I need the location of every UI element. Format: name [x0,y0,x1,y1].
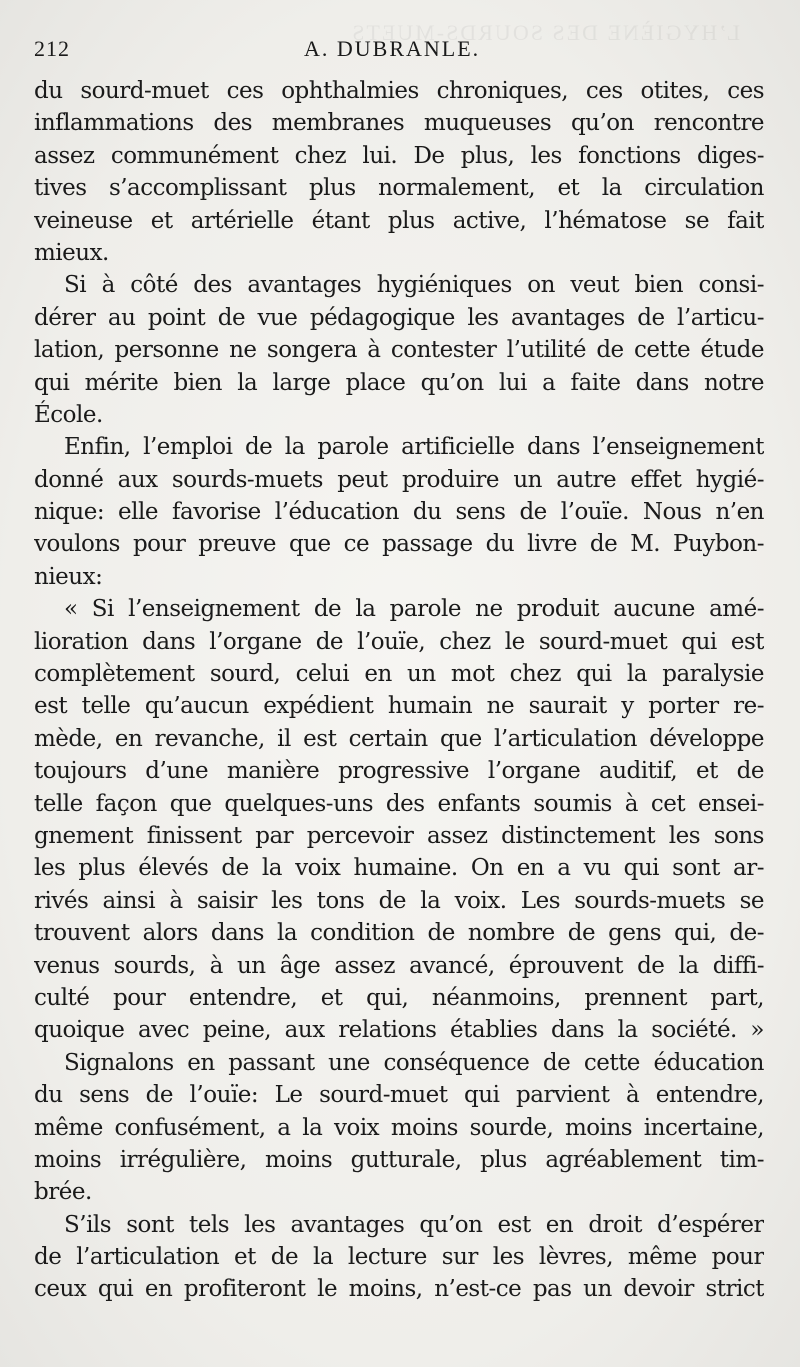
show-through-text: L’HYGIÈNE DES SOURDS-MUETS [350,20,740,45]
text-line: donné aux sourds-muets peut produire un autre effet hygié- [34,466,764,493]
page-header [34,36,764,66]
text-line: gnement finissent par percevoir assez distinctement les sons [34,822,764,849]
text-line: complètement sourd, celui en un mot chez qui la paralysie [34,661,764,688]
text-line: École. [34,401,103,428]
text-line: est telle qu’aucun expédient humain ne saurait y porter re- [34,693,764,720]
text-line: tives s’accomplissant plus normalement, et la circulation [34,175,764,202]
page-number: 212 [34,36,70,61]
text-line: toujours d’une manière progressive l’organe auditif, et de [34,758,764,785]
text-line: qui mérite bien la large place qu’on lui a faite dans notre [34,369,764,396]
text-line: quoique avec peine, aux relations établies dans la société. » [34,1017,764,1044]
text-line: Signalons en passant une conséquence de cette éducation [64,1049,764,1076]
text-line: veineuse et artérielle étant plus active, l’hématose se fait [34,207,764,234]
text-line: assez communément chez lui. De plus, les fonctions diges- [34,142,764,169]
text-line: inflammations des membranes muqueuses qu’on rencontre [34,110,764,137]
text-line: « Si l’enseignement de la parole ne produit aucune amé- [64,596,764,623]
text-line: culté pour entendre, et qui, néanmoins, prennent part, [34,984,764,1011]
text-line: trouvent alors dans la condition de nombre de gens qui, de- [34,920,764,947]
text-line: telle façon que quelques-uns des enfants soumis à cet ensei- [34,790,764,817]
text-line: voulons pour preuve que ce passage du livre de M. Puybon- [34,531,764,558]
text-line: les plus élevés de la voix humaine. On en a vu qui sont ar- [34,855,764,882]
text-line: ceux qui en profiteront le moins, n’est-ce pas un devoir strict [34,1276,764,1303]
text-line: moins irrégulière, moins gutturale, plus agréablement tim- [34,1146,764,1173]
text-line: même confusément, a la voix moins sourde, moins incertaine, [34,1114,764,1141]
text-line: dérer au point de vue pédagogique les avantages de l’articu- [34,304,764,331]
text-line: brée. [34,1179,92,1206]
text-line: lation, personne ne songera à contester l’utilité de cette étude [34,337,764,364]
text-line: venus sourds, à un âge assez avancé, éprouvent de la diffi- [34,952,764,979]
text-line: du sourd-muet ces ophthalmies chroniques, ces otites, ces [34,78,764,104]
text-line: lioration dans l’organe de l’ouïe, chez le sourd-muet qui est [34,628,764,655]
body-text [34,75,764,1306]
running-head: A. DUBRANLE. [304,36,481,61]
text-line: du sens de l’ouïe: Le sourd-muet qui parvient à entendre, [34,1082,764,1109]
text-line: nieux: [34,563,103,590]
text-line: mieux. [34,239,109,266]
text-line: S’ils sont tels les avantages qu’on est en droit d’espérer [64,1211,764,1238]
text-line: de l’articulation et de la lecture sur les lèvres, même pour [34,1244,764,1271]
text-line: nique: elle favorise l’éducation du sens de l’ouïe. Nous n’en [34,499,764,526]
text-line: Si à côté des avantages hygiéniques on veut bien consi- [64,272,764,299]
text-line: Enfin, l’emploi de la parole artificielle dans l’enseignement [64,434,764,461]
text-line: mède, en revanche, il est certain que l’articulation développe [34,725,764,752]
text-line: rivés ainsi à saisir les tons de la voix. Les sourds-muets se [34,887,764,914]
